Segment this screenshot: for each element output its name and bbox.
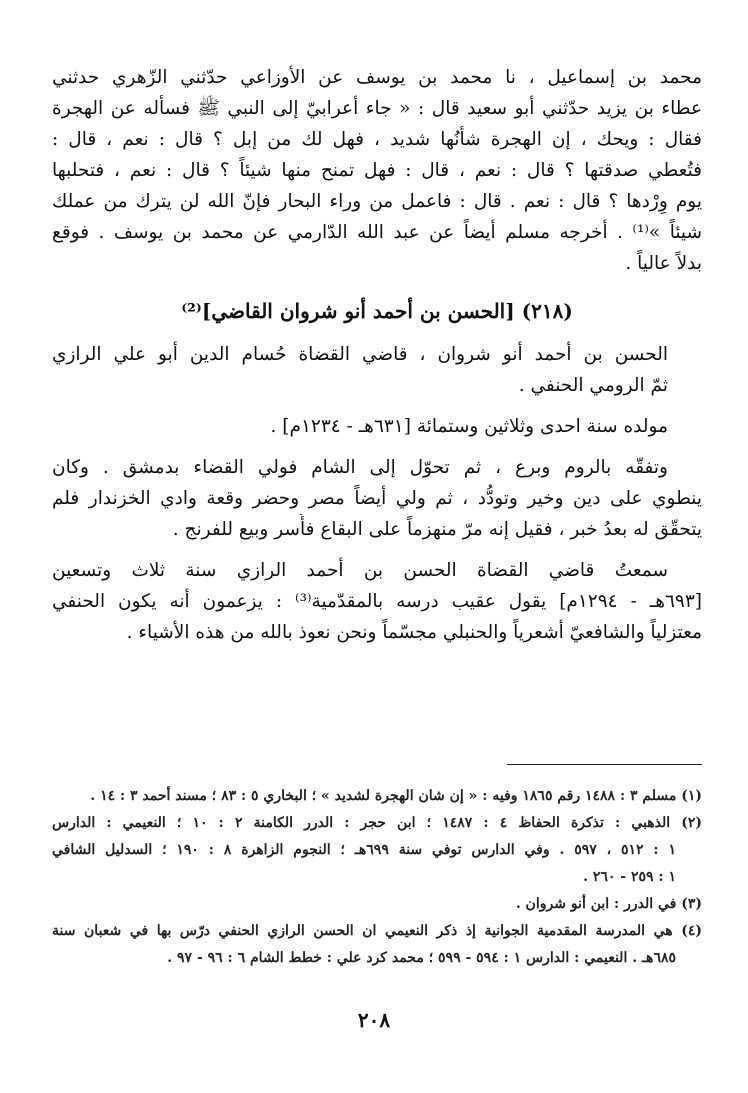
text-line: محمد بن إسماعيل ، نا محمد بن يوسف عن الأوزاعي حدّثني الزّهري حدثني <box>52 67 702 88</box>
paragraph-birth <box>52 411 702 442</box>
text-line: [٦٩٣هـ - ١٢٩٤م] يقول عقيب درسه بالمقدّمية⁽³⁾ : يزعمون أنه يكون الحنفي <box>52 591 702 612</box>
text-line: عطاء بن يزيد حدّثني أبو سعيد قال : « جاء أعرابيّ إلى النبي ﷺ فسأله عن الهجرة <box>52 98 702 119</box>
paragraph-career <box>52 452 702 545</box>
footnote-line: ١ : ٢٥٩ - ٢٦٠ . <box>583 869 676 885</box>
footnote-1 <box>52 783 702 810</box>
text-line: وتفقّه بالروم وبرع ، ثم تحوّل إلى الشام فولي القضاء بدمشق . وكان <box>52 457 668 478</box>
footnote-line: (٤) هي المدرسة المقدمية الجوانية إذ ذكر النعيمي ان الحسن الرازي الحنفي درّس بها في شعبان سنة <box>52 923 702 939</box>
text-line: مولده سنة احدى وثلاثين وستمائة [٦٣١هـ - ١٢٣٤م] . <box>270 416 668 437</box>
text-line: فتُعطي صدقتها ؟ قال : نعم ، قال : فهل تمنح منها شيئاً ؟ قال : نعم ، فتحلبها <box>52 160 702 181</box>
entry-heading: (٢١٨) [الحسن بن أحمد أنو شروان القاضي]⁽²⁾ <box>181 299 573 323</box>
text-line: الحسن بن أحمد أنو شروان ، قاضي القضاة حُسام الدين أبو علي الرازي <box>52 344 668 365</box>
page-number: ٢٠٨ <box>357 1008 391 1032</box>
text-line: معتزلياً والشافعيّ أشعرياً والحنبلي مجسّماً ونحن نعوذ بالله من هذه الأشياء . <box>126 622 702 643</box>
footnote-line: (٢) الذهبي : تذكرة الحفاظ ٤ : ١٤٨٧ ؛ ابن حجر : الدرر الكامنة ٢ : ١٠ ؛ النعيمي : الدارس <box>52 815 702 831</box>
footnote-divider <box>507 764 702 765</box>
text-line: سمعتُ قاضي القضاة الحسن بن أحمد الرازي سنة ثلاث وتسعين <box>52 560 668 581</box>
text-line: ينطوي على دين وخير وتودُّد ، ثم ولي أيضاً مصر وحضر وقعة وادي الخزندار فلم <box>52 488 702 509</box>
footnote-3 <box>52 891 702 918</box>
text-line: يوم وِرْدها ؟ قال : نعم . قال : فاعمل من وراء البحار فإنّ الله لن يترك من عملك <box>52 191 702 212</box>
footnote-line: (٣) في الدرر : ابن أنو شروان . <box>515 896 702 912</box>
text-line: فقال : ويحك ، إن الهجرة شأنُها شديد ، فهل لك من إبل ؟ قال : نعم ، قال : <box>52 129 702 150</box>
paragraph-hadith <box>52 62 702 279</box>
text-line: شيئاً »⁽¹⁾ . أخرجه مسلم أيضاً عن عبد الله الدّارمي عن محمد بن يوسف . فوقع <box>52 222 702 243</box>
paragraph-quote <box>52 555 702 648</box>
footnotes <box>52 764 702 972</box>
text-line: بدلاً عالياً . <box>625 253 702 274</box>
footnote-line: ١ : ٥١٢ ، ٥٩٧ . وفي الدارس توفي سنة ٦٩٩هـ ؛ النجوم الزاهرة ٨ : ١٩٠ ؛ السدليل الشافي <box>52 842 676 858</box>
text-line: ثمّ الرومي الحنفي . <box>518 375 668 396</box>
footnote-4 <box>52 918 702 972</box>
text-line: يتحقّق له بعدُ خبر ، فقيل إنه مرّ منهزماً على البقاع فأُسر وبيع للفرنج . <box>172 519 702 540</box>
footnote-2 <box>52 810 702 891</box>
paragraph-name <box>52 339 702 401</box>
footnote-line: ٦٨٥هـ . النعيمي : الدارس ١ : ٥٩٤ - ٥٩٩ ؛ محمد كرد علي : خطط الشام ٦ : ٩٦ - ٩٧ . <box>167 950 676 966</box>
footnote-line: (١) مسلم ٣ : ١٤٨٨ رقم ١٨٦٥ وفيه : « إن شان الهجرة لشديد » ؛ البخاري ٥ : ٨٣ ؛ مسند أحمد ٣ : ١٤ . <box>90 788 702 804</box>
